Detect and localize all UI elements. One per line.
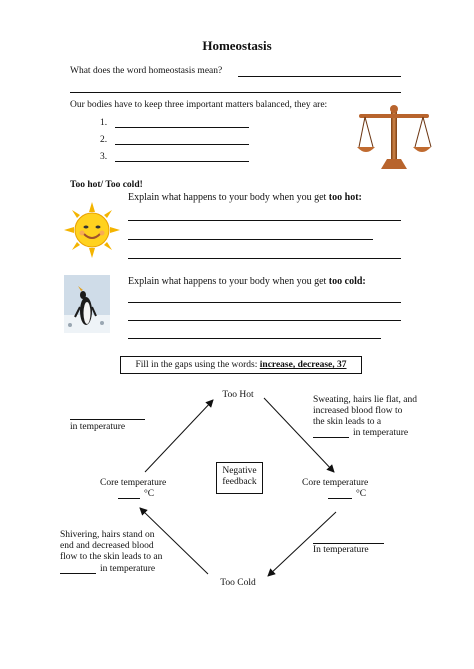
too-cold-response-line3: flow to the skin leads to an	[60, 552, 163, 562]
too-cold-response-line1: Shivering, hairs stand on	[60, 530, 155, 540]
core-temperature-left-unit: °C	[144, 489, 155, 499]
negative-feedback-line1: Negative	[222, 466, 257, 476]
core-temperature-right-blank[interactable]	[328, 498, 352, 499]
question-homeostasis-meaning: What does the word homeostasis mean?	[70, 66, 223, 76]
too-cold-response-line4: in temperature	[100, 564, 156, 574]
cycle-too-hot: Too Hot	[222, 390, 254, 400]
too-hot-response-blank[interactable]	[313, 437, 349, 438]
section-heading-hot-cold: Too hot/ Too cold!	[70, 180, 143, 190]
arrow-right-to-bottom	[268, 512, 336, 576]
fill-in-word-list: increase, decrease, 37	[259, 360, 347, 370]
cycle-too-cold: Too Cold	[220, 578, 256, 588]
too-hot-response-line3: the skin leads to a	[313, 417, 382, 427]
list-number-2: 2.	[100, 135, 108, 145]
question-too-hot-bold: too hot:	[328, 192, 362, 203]
question-too-cold-bold: too cold:	[328, 276, 366, 287]
too-hot-response-line2: increased blood flow to	[313, 406, 403, 416]
too-hot-response-line4: in temperature	[353, 428, 409, 438]
negative-feedback-box	[216, 462, 263, 494]
question-too-cold-text: Explain what happens to your body when you get	[128, 276, 329, 287]
question-three-matters: Our bodies have to keep three important matters balanced, they are:	[70, 100, 328, 110]
bottom-right-in-temperature: In temperature	[313, 545, 369, 555]
too-cold-response-line2: end and decreased blood	[60, 541, 154, 551]
core-temperature-left-label: Core temperature	[100, 478, 167, 488]
list-number-1: 1.	[100, 118, 108, 128]
page-title: Homeostasis	[202, 38, 272, 53]
arrow-left-to-top	[145, 400, 213, 472]
core-temperature-right-label: Core temperature	[302, 478, 369, 488]
fill-in-instructions-text: Fill in the gaps using the words:	[135, 360, 260, 370]
core-temperature-right-unit: °C	[356, 489, 367, 499]
too-cold-response-blank[interactable]	[60, 573, 96, 574]
core-temperature-left-blank[interactable]	[118, 498, 140, 499]
list-number-3: 3.	[100, 152, 108, 162]
top-left-in-temperature: in temperature	[70, 422, 126, 432]
too-hot-response-line1: Sweating, hairs lie flat, and	[313, 395, 417, 405]
question-too-hot-text: Explain what happens to your body when you get	[128, 192, 329, 203]
negative-feedback-line2: feedback	[222, 477, 257, 487]
bottom-right-blank[interactable]	[313, 543, 384, 544]
top-left-blank[interactable]	[70, 419, 145, 420]
